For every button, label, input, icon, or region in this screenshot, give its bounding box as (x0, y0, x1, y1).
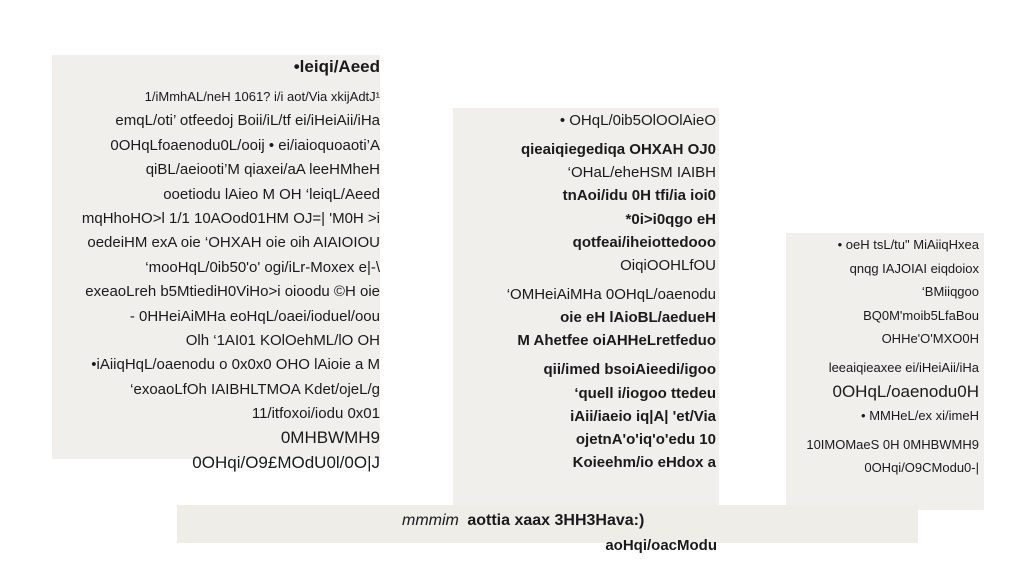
left-line: qiBL/aeiooti’M qiaxei/aA leeHMheH (145, 161, 380, 179)
right-line: • MMHeL/ex xi/imeH (861, 407, 979, 423)
banner-bold-text: aottia xaax 3HH3Hava:) (467, 512, 645, 529)
middle-line: qotfeai/iheiottedooo (572, 233, 716, 251)
left-heading: •leiqi/Aeed (293, 57, 380, 76)
left-line: oedeiHM exA oie ‘OHXAH oie oih AIAIOIOU (87, 234, 380, 252)
middle-line: iAii/iaeio iq|A| 'et/Via (570, 407, 716, 425)
left-line: emqL/oti’ otfeedoj Boii/iL/tf ei/iHeiAii/iHa (115, 112, 380, 130)
middle-line: • OHqL/0ib5OlOOlAieO (559, 112, 716, 129)
right-line: • oeH tsL/tu" MiAiiqHxea (837, 237, 979, 252)
left-line: 0MHBWMH9 (280, 428, 380, 448)
left-line: 1/iMmhAL/neH 1061? i/i aot/Via xkijAdtJ¹ (144, 89, 380, 104)
middle-line: tnAoi/idu 0H tfi/ia ioi0 (562, 187, 716, 205)
right-line: OHHe'O'MXO0H (881, 331, 979, 347)
middle-line: qieaiqiegediqa OHXAH OJ0 (520, 141, 716, 158)
left-line: ‘mooHqL/0ib50'o' ogi/iLr-Moxex e|-\ (145, 258, 380, 276)
right-line: 0OHqi/O9CModu0-| (864, 460, 979, 476)
left-line: 0OHqLfoaenodu0L/ooij • ei/iaioquoaoti’A (110, 136, 380, 154)
middle-bottom-line: aoHqi/oacModu (605, 537, 717, 554)
middle-line: *0i>i0qgo eH (625, 210, 716, 228)
left-line: exeaoLreh b5MtiediH0ViHo>i oioodu ©H oie (85, 283, 380, 301)
banner-text (402, 510, 644, 532)
right-line: 10IMOMaeS 0H 0MHBWMH9 (806, 436, 979, 452)
middle-text-column (446, 112, 716, 477)
right-text-column (769, 236, 979, 483)
left-line: Olh ‘1AI01 KOlOehML/lO OH (185, 331, 380, 349)
middle-line: ‘OHaL/eheHSM IAIBH (567, 164, 716, 182)
right-line: ‘BMiiqgoo (921, 284, 979, 300)
left-line: 0OHqi/O9£MOdU0l/0O|J (192, 452, 380, 472)
middle-line: ‘quell i/iogoo ttedeu (574, 384, 716, 402)
middle-line: ojetnA'o'iq'o'edu 10 (575, 430, 716, 448)
left-line: - 0HHeiAiMHa eoHqL/oaei/ioduel/oou (129, 307, 380, 325)
left-line: •iAiiqHqL/oaenodu o 0x0x0 OHO lAioie a M (91, 356, 380, 374)
middle-line: OiqiOOHLfOU (620, 256, 716, 274)
middle-line: ‘OMHeiAiMHa 0OHqL/oaenodu (506, 285, 716, 303)
banner-italic-text: mmmim (402, 512, 459, 529)
left-text-column (40, 58, 380, 478)
right-line: leeaiqieaxee ei/iHeiAii/iHa (828, 360, 979, 376)
left-line: ooetiodu lAieo M OH ‘leiqL/Aeed (163, 185, 380, 203)
left-line: ‘exoaoLfOh IAIBHLTMOA Kdet/ojeL/g (130, 380, 380, 398)
right-line: qnqg IAJOIAI eiqdoiox (849, 260, 979, 276)
right-line: BQ0M'moib5LfaBou (863, 307, 979, 323)
right-line: 0OHqL/oaenodu0H (832, 381, 979, 401)
middle-line: Koieehm/io eHdox a (572, 454, 716, 472)
middle-line: M Ahetfee oiAHHeLretfeduo (517, 332, 716, 350)
middle-line: qii/imed bsoiAieedi/igoo (543, 361, 716, 379)
left-line: 11/itfoxoi/iodu 0x01 (251, 405, 380, 423)
middle-line: oie eH lAioBL/aedueH (560, 309, 716, 327)
left-line: mqHhoHO>l 1/1 10AOod01HM OJ=| 'M0H >i (81, 209, 380, 227)
